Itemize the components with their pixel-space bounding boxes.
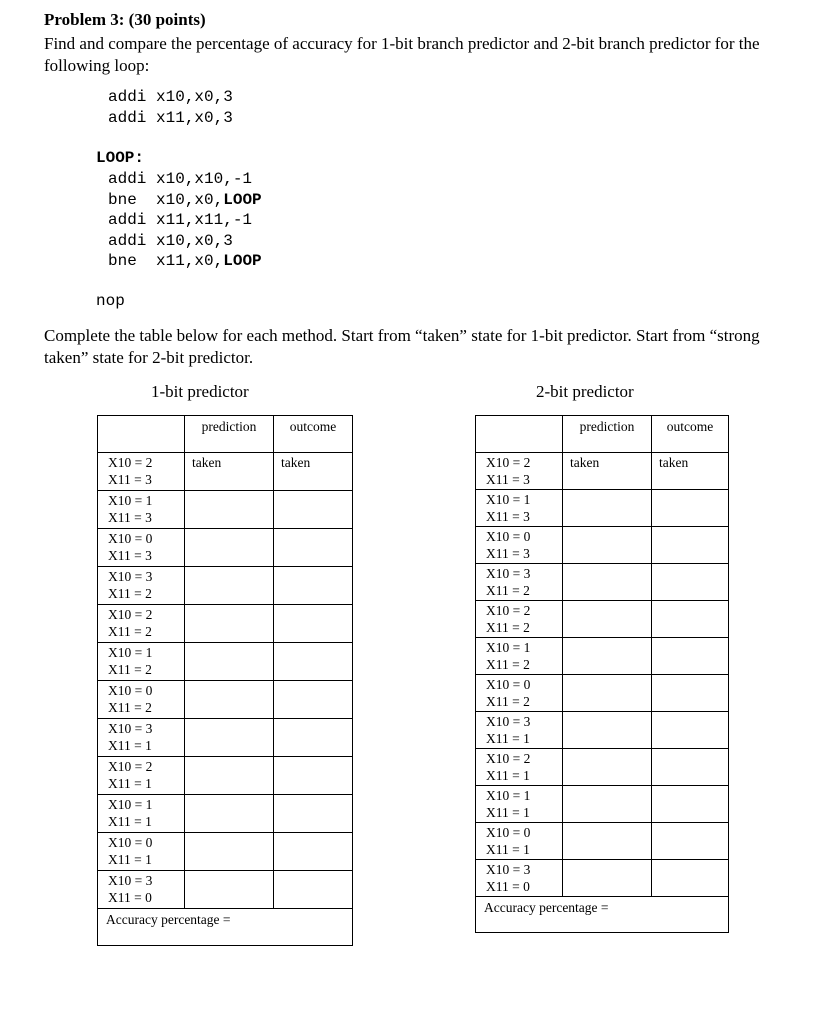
table-row bbox=[98, 795, 353, 833]
prediction-cell[interactable] bbox=[185, 795, 274, 833]
outcome-cell[interactable] bbox=[652, 712, 729, 749]
prediction-cell[interactable] bbox=[185, 871, 274, 909]
prediction-cell[interactable] bbox=[185, 491, 274, 529]
register-values-cell bbox=[98, 605, 185, 643]
table-row bbox=[98, 719, 353, 757]
prediction-cell[interactable] bbox=[185, 681, 274, 719]
x10-value: X10 = 3 bbox=[486, 862, 531, 877]
outcome-cell[interactable] bbox=[274, 681, 353, 719]
code-args: x10,x0, bbox=[156, 190, 224, 209]
table-row bbox=[98, 453, 353, 491]
register-values-cell bbox=[476, 823, 563, 860]
x11-value: X11 = 1 bbox=[486, 841, 530, 857]
prediction-cell[interactable] bbox=[185, 529, 274, 567]
code-args: x11,x0, bbox=[156, 252, 224, 270]
outcome-cell[interactable] bbox=[274, 833, 353, 871]
x11-value: X11 = 3 bbox=[486, 471, 530, 487]
x10-value: X10 = 3 bbox=[486, 566, 531, 581]
x11-value: X11 = 3 bbox=[108, 471, 152, 487]
x11-value: X11 = 1 bbox=[486, 730, 530, 746]
code-op: addi bbox=[108, 231, 147, 250]
x11-value: X11 = 1 bbox=[486, 804, 530, 820]
setup-line-1: addi x10,x0,3 bbox=[108, 88, 233, 106]
outcome-cell[interactable] bbox=[274, 795, 353, 833]
register-values-cell bbox=[476, 453, 563, 490]
prediction-cell[interactable] bbox=[563, 823, 652, 860]
one-bit-table bbox=[97, 415, 353, 946]
nop-line: nop bbox=[96, 292, 125, 310]
x11-value: X11 = 2 bbox=[108, 699, 152, 715]
table-row bbox=[476, 675, 729, 712]
outcome-cell[interactable] bbox=[652, 527, 729, 564]
x10-value: X10 = 1 bbox=[486, 640, 531, 655]
accuracy-row bbox=[98, 909, 353, 946]
prediction-cell[interactable] bbox=[563, 786, 652, 823]
x10-value: X10 = 3 bbox=[108, 721, 153, 736]
x11-value: X11 = 1 bbox=[108, 813, 152, 829]
x10-value: X10 = 3 bbox=[108, 569, 153, 584]
register-values-cell bbox=[98, 719, 185, 757]
x10-value: X10 = 0 bbox=[108, 835, 153, 850]
table-row bbox=[476, 601, 729, 638]
accuracy-row bbox=[476, 897, 729, 933]
code-branch-target: LOOP bbox=[223, 252, 262, 270]
x11-value: X11 = 2 bbox=[486, 656, 530, 672]
header-prediction: prediction bbox=[563, 416, 652, 453]
prediction-cell[interactable] bbox=[185, 757, 274, 795]
accuracy-percentage[interactable]: Accuracy percentage = bbox=[98, 909, 353, 946]
prediction-cell[interactable] bbox=[185, 605, 274, 643]
x10-value: X10 = 3 bbox=[486, 714, 531, 729]
x10-value: X10 = 1 bbox=[108, 797, 153, 812]
register-values-cell bbox=[98, 567, 185, 605]
code-args: x10,x0,3 bbox=[156, 231, 233, 250]
register-values-cell bbox=[476, 638, 563, 675]
code-op: bne bbox=[108, 252, 137, 270]
register-values-cell bbox=[476, 564, 563, 601]
register-values-cell bbox=[476, 675, 563, 712]
table-row bbox=[98, 567, 353, 605]
x10-value: X10 = 1 bbox=[486, 492, 531, 507]
x10-value: X10 = 0 bbox=[486, 825, 531, 840]
register-values-cell bbox=[98, 833, 185, 871]
outcome-cell[interactable] bbox=[652, 823, 729, 860]
register-values-cell bbox=[98, 643, 185, 681]
outcome-cell[interactable] bbox=[274, 529, 353, 567]
table-row bbox=[476, 823, 729, 860]
problem-title: Problem 3: (30 points) bbox=[44, 10, 206, 29]
x11-value: X11 = 1 bbox=[108, 851, 152, 867]
register-values-cell bbox=[476, 749, 563, 786]
x10-value: X10 = 3 bbox=[108, 873, 153, 888]
outcome-cell[interactable] bbox=[652, 675, 729, 712]
x11-value: X11 = 2 bbox=[486, 619, 530, 635]
x10-value: X10 = 0 bbox=[486, 529, 531, 544]
prediction-cell[interactable] bbox=[563, 675, 652, 712]
outcome-cell[interactable] bbox=[274, 491, 353, 529]
x11-value: X11 = 3 bbox=[486, 545, 530, 561]
x10-value: X10 = 1 bbox=[108, 493, 153, 508]
x11-value: X11 = 2 bbox=[108, 661, 152, 677]
outcome-cell[interactable] bbox=[652, 860, 729, 897]
outcome-cell[interactable] bbox=[274, 643, 353, 681]
x11-value: X11 = 2 bbox=[486, 693, 530, 709]
table-row bbox=[476, 527, 729, 564]
code-args: x11,x11,-1 bbox=[156, 211, 253, 229]
loop-label: LOOP: bbox=[96, 149, 145, 167]
prediction-cell[interactable] bbox=[563, 638, 652, 675]
x10-value: X10 = 0 bbox=[486, 677, 531, 692]
prediction-cell[interactable] bbox=[563, 601, 652, 638]
x11-value: X11 = 0 bbox=[486, 878, 530, 894]
table-row bbox=[98, 529, 353, 567]
two-bit-caption: 2-bit predictor bbox=[536, 382, 634, 401]
x11-value: X11 = 1 bbox=[108, 737, 152, 753]
register-values-cell bbox=[476, 860, 563, 897]
prediction-cell[interactable] bbox=[185, 833, 274, 871]
table-row bbox=[98, 605, 353, 643]
table-row bbox=[98, 871, 353, 909]
table-row bbox=[98, 757, 353, 795]
prediction-cell[interactable]: taken bbox=[185, 453, 274, 491]
x10-value: X10 = 2 bbox=[486, 603, 531, 618]
x11-value: X11 = 2 bbox=[108, 585, 152, 601]
one-bit-caption: 1-bit predictor bbox=[151, 382, 249, 401]
table-row bbox=[476, 712, 729, 749]
register-values-cell bbox=[476, 490, 563, 527]
register-values-cell bbox=[476, 601, 563, 638]
register-values-cell bbox=[98, 871, 185, 909]
outcome-cell[interactable] bbox=[274, 871, 353, 909]
x10-value: X10 = 1 bbox=[486, 788, 531, 803]
outcome-cell[interactable] bbox=[274, 605, 353, 643]
register-values-cell bbox=[98, 757, 185, 795]
header-outcome: outcome bbox=[274, 416, 353, 453]
code-op: addi bbox=[108, 211, 147, 229]
register-values-cell bbox=[98, 681, 185, 719]
x10-value: X10 = 2 bbox=[486, 455, 531, 470]
header-outcome: outcome bbox=[652, 416, 729, 453]
register-values-cell bbox=[476, 786, 563, 823]
register-values-cell bbox=[98, 529, 185, 567]
outcome-cell[interactable] bbox=[652, 601, 729, 638]
table-row bbox=[98, 643, 353, 681]
two-bit-table bbox=[475, 415, 729, 933]
table-row bbox=[98, 681, 353, 719]
outcome-cell[interactable] bbox=[274, 567, 353, 605]
x10-value: X10 = 0 bbox=[108, 531, 153, 546]
x10-value: X10 = 0 bbox=[108, 683, 153, 698]
accuracy-percentage[interactable]: Accuracy percentage = bbox=[476, 897, 729, 933]
problem-intro: Find and compare the percentage of accuracy for 1-bit branch predictor and 2-bit branch predictor for the following loop: bbox=[44, 34, 760, 75]
x11-value: X11 = 3 bbox=[486, 508, 530, 524]
outcome-cell[interactable] bbox=[652, 786, 729, 823]
prediction-cell[interactable] bbox=[185, 567, 274, 605]
prediction-cell[interactable] bbox=[563, 860, 652, 897]
x11-value: X11 = 3 bbox=[108, 547, 152, 563]
outcome-cell[interactable] bbox=[274, 757, 353, 795]
x10-value: X10 = 1 bbox=[108, 645, 153, 660]
outcome-cell[interactable]: taken bbox=[274, 453, 353, 491]
outcome-cell[interactable] bbox=[652, 638, 729, 675]
outcome-cell[interactable] bbox=[274, 719, 353, 757]
header-blank-cell bbox=[476, 416, 563, 453]
table-row bbox=[476, 638, 729, 675]
setup-code bbox=[108, 87, 233, 128]
table-row bbox=[476, 453, 729, 490]
prediction-cell[interactable] bbox=[185, 643, 274, 681]
table-row bbox=[476, 749, 729, 786]
x11-value: X11 = 2 bbox=[108, 623, 152, 639]
prediction-cell[interactable] bbox=[563, 712, 652, 749]
x11-value: X11 = 1 bbox=[486, 767, 530, 783]
prediction-cell[interactable] bbox=[185, 719, 274, 757]
x10-value: X10 = 2 bbox=[108, 607, 153, 622]
outcome-cell[interactable]: taken bbox=[652, 453, 729, 490]
prediction-cell[interactable] bbox=[563, 564, 652, 601]
x11-value: X11 = 0 bbox=[108, 889, 152, 905]
outcome-cell[interactable] bbox=[652, 749, 729, 786]
x10-value: X10 = 2 bbox=[108, 455, 153, 470]
prediction-cell[interactable] bbox=[563, 527, 652, 564]
instructions: Complete the table below for each method. Start from “taken” state for 1-bit predictor. Start from “strong taken” state for 2-bit predictor. bbox=[44, 326, 760, 367]
table-row bbox=[476, 786, 729, 823]
setup-line-2: addi x11,x0,3 bbox=[108, 108, 233, 127]
code-args: x10,x10,-1 bbox=[156, 170, 253, 188]
table-row bbox=[98, 491, 353, 529]
table-row bbox=[98, 833, 353, 871]
outcome-cell[interactable] bbox=[652, 490, 729, 527]
loop-body-code bbox=[108, 169, 262, 272]
register-values-cell bbox=[476, 712, 563, 749]
prediction-cell[interactable] bbox=[563, 490, 652, 527]
x10-value: X10 = 2 bbox=[486, 751, 531, 766]
register-values-cell bbox=[98, 795, 185, 833]
x11-value: X11 = 3 bbox=[108, 509, 152, 525]
outcome-cell[interactable] bbox=[652, 564, 729, 601]
register-values-cell bbox=[476, 527, 563, 564]
code-op: addi bbox=[108, 170, 147, 188]
prediction-cell[interactable]: taken bbox=[563, 453, 652, 490]
code-branch-target: LOOP bbox=[223, 190, 262, 209]
header-prediction: prediction bbox=[185, 416, 274, 453]
x10-value: X10 = 2 bbox=[108, 759, 153, 774]
x11-value: X11 = 1 bbox=[108, 775, 152, 791]
register-values-cell bbox=[98, 453, 185, 491]
x11-value: X11 = 2 bbox=[486, 582, 530, 598]
prediction-cell[interactable] bbox=[563, 749, 652, 786]
header-blank-cell bbox=[98, 416, 185, 453]
register-values-cell bbox=[98, 491, 185, 529]
code-op: bne bbox=[108, 190, 137, 209]
table-row bbox=[476, 860, 729, 897]
table-row bbox=[476, 564, 729, 601]
table-row bbox=[476, 490, 729, 527]
